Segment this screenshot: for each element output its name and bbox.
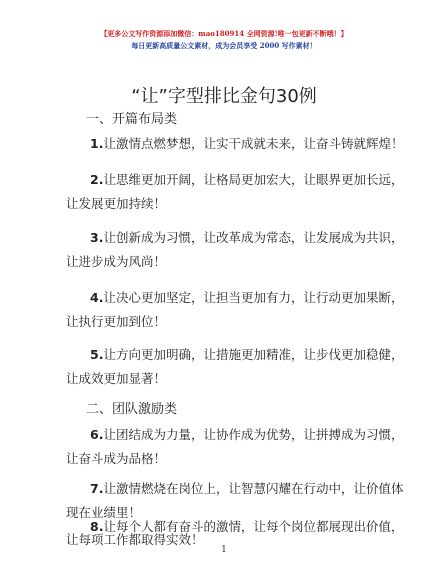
item-text-line-2: 让发展更加持续！ [66, 196, 167, 211]
item-number: 3. [90, 230, 104, 245]
item-text-line-2: 让执行更加到位！ [66, 314, 167, 329]
list-item-2 [66, 168, 404, 216]
page-number: 1 [221, 545, 227, 555]
item-text-line-1: 让每个人都有奋斗的激情，让每个岗位都展现出价值， [103, 519, 404, 534]
section-heading-opening: 一、开篇布局类 [86, 112, 178, 127]
item-text-line-2: 让成效更加显著！ [66, 371, 167, 386]
item-text-line-2: 让进步成为风尚！ [66, 254, 167, 269]
item-text-line-1: 让思维更加开阔，让格局更加宏大，让眼界更加长远， [103, 172, 404, 187]
item-text-line-1: 让决心更加坚定，让担当更加有力，让行动更加果断， [103, 290, 404, 305]
item-text-line-1: 让团结成为力量，让协作成为优势，让拼搏成为习惯， [103, 427, 404, 442]
section-heading-team: 二、团队激励类 [86, 402, 178, 417]
item-number: 2. [90, 172, 104, 187]
item-text-line-2: 让奋斗成为品格！ [66, 451, 167, 466]
list-item-7 [66, 477, 404, 525]
list-item-4 [66, 286, 404, 334]
promo-banner-line-2: 每日更新高质量公文素材，成为会员享受 2000 写作素材！ [131, 41, 317, 50]
list-item-6 [66, 423, 404, 471]
item-text-line-2: 现在业绩里！ [66, 505, 142, 520]
item-text-line-1: 让方向更加明确，让措施更加精准，让步伐更加稳健， [103, 347, 404, 362]
item-number: 8. [90, 519, 104, 534]
item-number: 5. [90, 347, 104, 362]
list-item-1 [66, 132, 404, 156]
list-item-3 [66, 226, 404, 274]
list-item-8 [66, 519, 404, 547]
item-text-line-2: 让每项工作都取得实效！ [66, 532, 204, 547]
item-number: 4. [90, 290, 104, 305]
item-text-line-1: 让创新成为习惯，让改革成为常态，让发展成为共识， [103, 230, 404, 245]
item-text-line-1: 让激情点燃梦想，让实干成就未来，让奋斗铸就辉煌！ [103, 136, 404, 151]
item-number: 1. [90, 136, 104, 151]
promo-banner-line-1: 【更多公文写作资源添加微信：mao180914 全网资源!唯一包更新不断哦！】 [100, 29, 348, 38]
item-text-line-1: 让激情燃烧在岗位上，让智慧闪耀在行动中，让价值体 [103, 481, 404, 496]
item-number: 6. [90, 427, 104, 442]
item-number: 7. [90, 481, 104, 496]
list-item-5 [66, 343, 404, 391]
document-title: “让”字型排比金句30例 [131, 86, 317, 107]
